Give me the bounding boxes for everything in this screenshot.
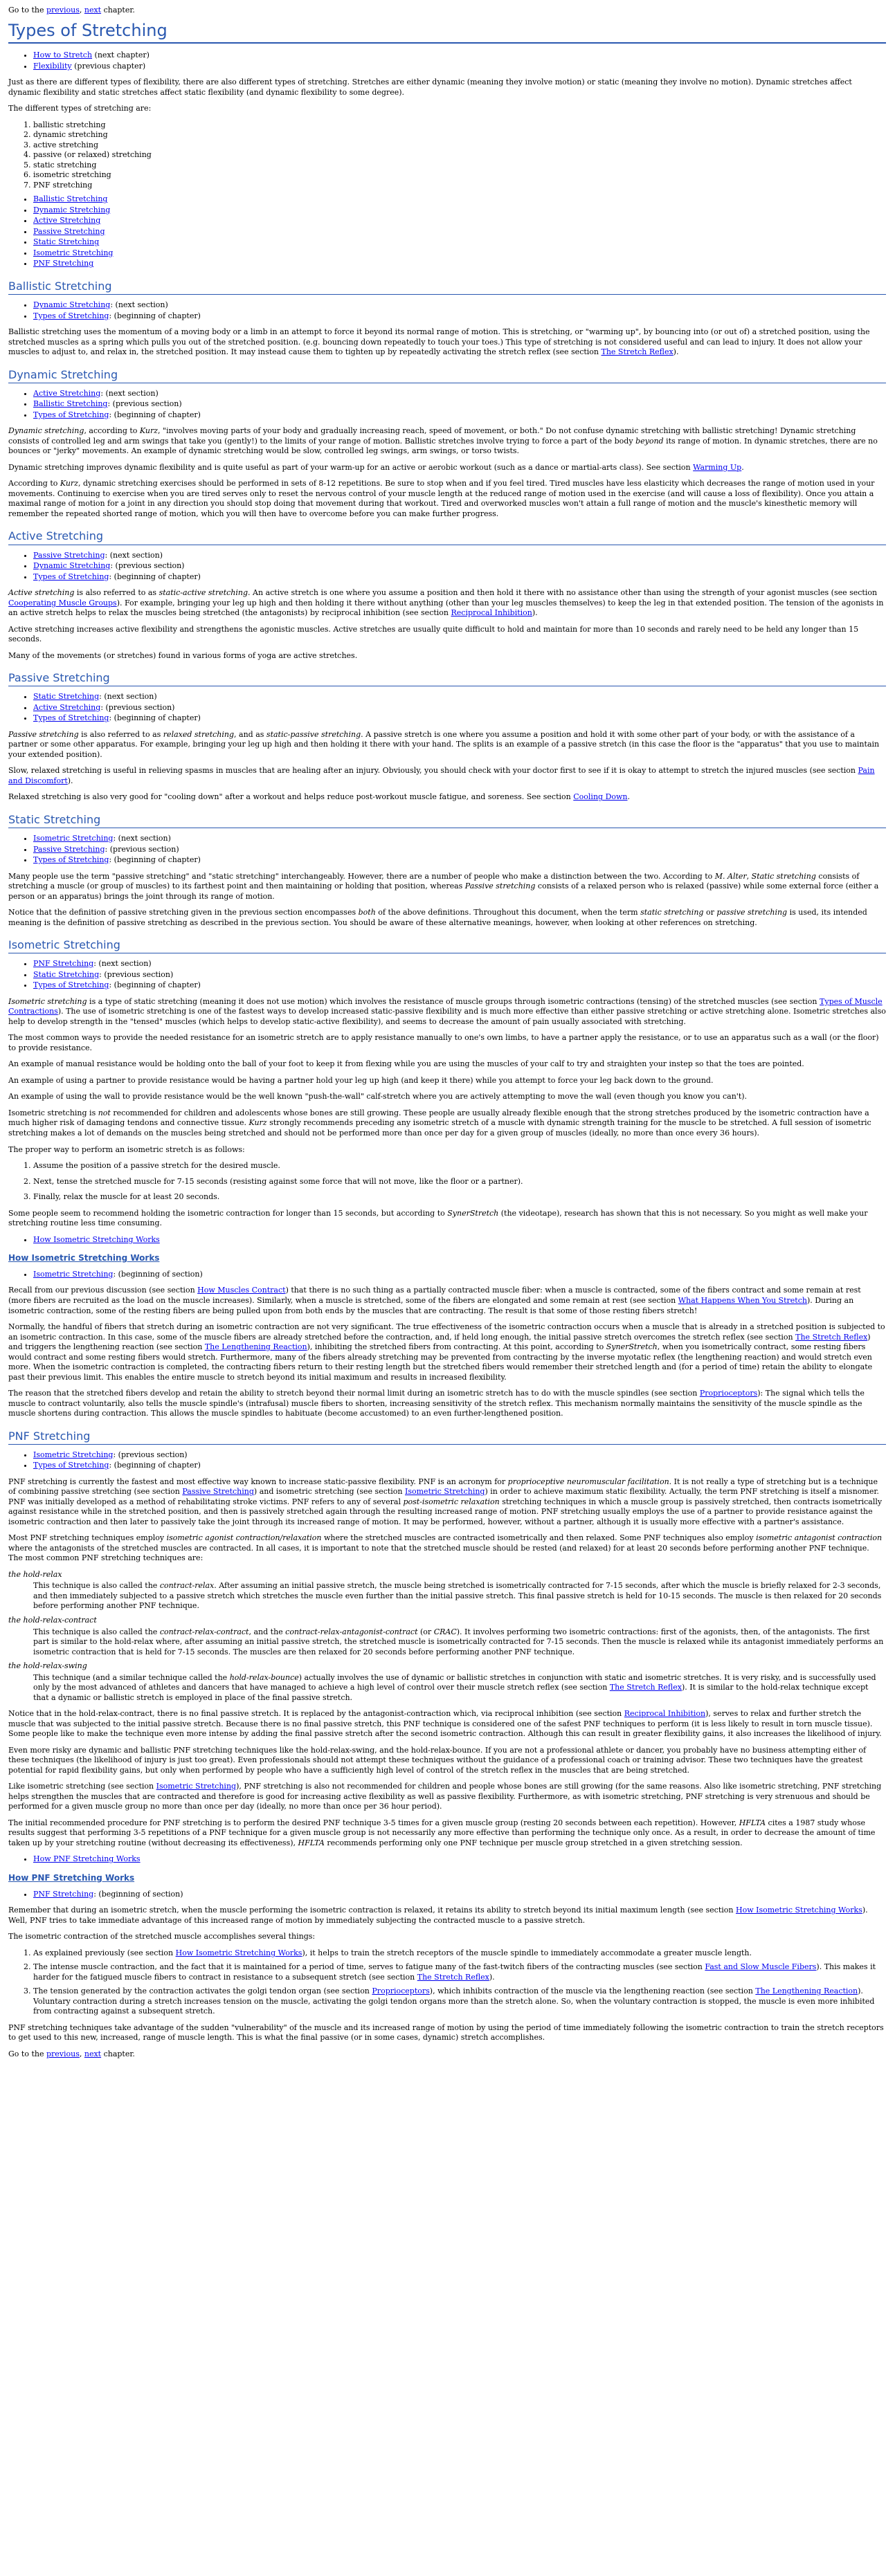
subsection-heading-how-pnf: How PNF Stretching Works (8, 1872, 135, 1883)
section-link-isometric[interactable]: Isometric Stretching (33, 248, 114, 257)
nav-link[interactable]: Isometric Stretching (33, 834, 114, 843)
list-item: 6. isometric stretching (33, 170, 886, 181)
inline-link[interactable]: The Stretch Reflex (417, 1972, 489, 1982)
paragraph: Like isometric stretching (see section Isometric Stretching), PNF stretching is also not recommended for children and people whose bones are still growing (for the same reasons. Also like isometric stretching, PNF stretching helps strengthen the muscles that are contracted and therefore is good for increasing active flexibility as well as passive flexibility. Furthermore, as with isometric stretching, PNF stretching is very strenuous and should be performed for a given muscle group no more than once per day (ideally, no more than once per 36 hour period). (8, 1782, 882, 1811)
subsection-link-how-isometric[interactable]: How Isometric Stretching Works (33, 1234, 160, 1244)
section-nav: • Active Stretching: (next section) • Ballistic Stretching: (previous section) • Types of Stretching: (beginning of chapter) (8, 389, 886, 421)
inline-link[interactable]: Cooling Down (573, 792, 628, 802)
list-item: 3. The tension generated by the contraction activates the golgi tendon organ (see section Proprioceptors), which inhibits contraction of the muscle via the lengthening reaction (see section The Lengthening Reaction). Voluntary contraction during a stretch increases tension on the muscle, activating the golgi tendon organs more than the stretch alone. So, when the voluntary contraction is stopped, the muscle is even more inhibited from contracting against a subsequent stretch. (33, 1986, 886, 2017)
paragraph: Notice that the definition of passive stretching given in the previous section encompasses both of the above definitions. Throughout this document, when the term static stretching or passive stretching is used, its intended meaning is the definition of passive stretching as described in the previous section. You should be aware of these alternative meanings, however, when looking at other references on stretching. (8, 908, 867, 927)
paragraph: Recall from our previous discussion (see section How Muscles Contract) that there is no such thing as a partially contracted muscle fiber: when a muscle is contracted, some of the fibers contract and some remain at rest (more fibers are recruited as the load on the muscle increases). Similarly, when a muscle is stretched, some of the fibers are elongated and some remain at rest (see section What Happens When You Stretch). During an isometric contraction, some of the resting fibers are being pulled upon from both ends by the muscles that are contracting. The result is that some of those resting fibers stretch! (8, 1286, 861, 1315)
list-item: 2. dynamic stretching (33, 130, 886, 140)
nav-link[interactable]: Dynamic Stretching (33, 561, 111, 571)
inline-link[interactable]: Warming Up (693, 462, 742, 472)
next-chapter-link[interactable]: next (84, 6, 102, 15)
paragraph: Notice that in the hold-relax-contract, there is no final passive stretch. It is replaced by the antagonist-contraction which, via reciprocal inhibition (see section Reciprocal Inhibition), serves to relax and further stretch the muscle that was subjected to the initial passive stretch. Because there is no final passive stretch, this PNF technique is considered one of the safest PNF techniques to perform (it is less likely to result in torn muscle tissue). Some people like to make the technique even more intense by adding the final passive stretch after the second isometric contraction. Although this can result in greater flexibility gains, it also increases the likelihood of injury. (8, 1709, 882, 1739)
paragraph: The proper way to perform an isometric stretch is as follows: (8, 1144, 245, 1154)
paragraph: The initial recommended procedure for PNF stretching is to perform the desired PNF technique 3-5 times for a given muscle group (resting 20 seconds between each repetition). However, HFLTA cites a 1987 study whose results suggest that performing 3-5 repetitions of a PNF technique for a given muscle group is not necessarily any more effective than performing the technique only once. As a result, in order to decrease the amount of time taken up by your stretching routine (without decreasing its effectiveness), HFLTA recommends performing only one PNF technique per muscle group stretched in a given stretching session. (8, 1818, 876, 1847)
paragraph: Active stretching is also referred to as static-active stretching. An active stretch is one where you assume a position and then hold it there with no assistance other than using the strength of your agonist muscles (see section Cooperating Muscle Groups). For example, bringing your leg up high and then holding it there without anything (other than your leg muscles themselves) to keep the leg in that extended position. The tension of the agonists in an active stretch helps to relax the muscles being stretched (the antagonists) by reciprocal inhibition (see section Reciprocal Inhibition). (8, 588, 884, 618)
paragraph: An example of using the wall to provide resistance would be the well known "push-the-wall" calf-stretch where you are actively attempting to move the wall (even though you know you can't). (8, 1092, 748, 1102)
intro-paragraph: Just as there are different types of flexibility, there are also different types of stretching. Stretches are either dynamic (meaning they involve motion) or static (meaning they involve no motion). Dynamic stretches affect dynamic flexibility and static stretches affect static flexibility (and dynamic flexibility to some degree). (8, 77, 852, 97)
previous-chapter-link[interactable]: previous (46, 2049, 80, 2058)
nav-link[interactable]: Active Stretching (33, 702, 101, 712)
section-nav: • Isometric Stretching: (beginning of section) (8, 1270, 886, 1280)
paragraph: An example of using a partner to provide resistance would be having a partner hold your leg up high (and keep it there) while you attempt to force your leg back down to the ground. (8, 1075, 714, 1085)
list-item: 3. Finally, relax the muscle for at least 20 seconds. (33, 1192, 886, 1203)
subsection-toc (8, 1235, 886, 1245)
toc-item: • Flexibility (previous chapter) (33, 62, 886, 72)
paragraph: Many people use the term "passive stretching" and "static stretching" interchangeably. However, there are a number of people who make a distinction between the two. According to M. Alter, Static stretching consists of stretching a muscle (or group of muscles) to its farthest point and then maintaining or holding that position, whereas Passive stretching consists of a relaxed person who is relaxed (passive) while some external force (either a person or an apparatus) brings the joint through its range of motion. (8, 871, 879, 901)
paragraph: PNF stretching is currently the fastest and most effective way known to increase static-passive flexibility. PNF is an acronym for proprioceptive neuromuscular facilitation. It is not really a type of stretching but is a technique of combining passive stretching (see section Passive Stretching) and isometric stretching (see section Isometric Stretching) in order to achieve maximum static flexibility. Actually, the term PNF stretching is itself a misnomer. PNF was initially developed as a method of rehabilitating stroke victims. PNF refers to any of several post-isometric relaxation stretching techniques in which a muscle group is passively stretched, then contracts isometrically against resistance while in the stretched position, and then is passively stretched again through the resulting increased range of motion. PNF stretching usually employs the use of a partner to provide resistance against the isometric contraction and then later to passively take the joint through its increased range of motion. It may be performed, however, without a partner, although it is usually more effective with a partner's assistance. (8, 1477, 883, 1526)
nav-link[interactable]: Static Stretching (33, 969, 100, 979)
chapter-toc (8, 51, 886, 71)
section-heading-pnf: PNF Stretching (8, 1429, 886, 1445)
nav-link[interactable]: PNF Stretching (33, 959, 94, 969)
section-nav: • Passive Stretching: (next section) • Dynamic Stretching: (previous section) • Types of Stretching: (beginning of chapter) (8, 551, 886, 583)
inline-link[interactable]: Reciprocal Inhibition (624, 1709, 706, 1719)
section-nav: • PNF Stretching: (next section) • Static Stretching: (previous section) • Types of Stretching: (beginning of chapter) (8, 959, 886, 991)
paragraph: According to Kurz, dynamic stretching exercises should be performed in sets of 8-12 repetitions. Be sure to stop when and if you feel tired. Tired muscles have less elasticity which decreases the range of motion used in your movements. Continuing to exercise when you are tired serves only to reset the nervous control of your muscle length at the reduced range of motion used in the exercise (and will cause a loss of flexibility). Once you attain a maximal range of motion for a joint in any direction you should stop doing that movement during that workout. Tired and overworked muscles won't attain a full range of motion and the muscle's kinesthetic memory will remember the repeated shorted range of motion, which you will then have to overcome before you can make further progress. (8, 479, 875, 518)
paragraph: Dynamic stretching improves dynamic flexibility and is quite useful as part of your warm-up for an active or aerobic workout (such as a dance or martial-arts class). See section Warming Up. (8, 462, 744, 472)
nav-link[interactable]: Types of Stretching (33, 980, 109, 990)
paragraph: Slow, relaxed stretching is useful in relieving spasms in muscles that are healing after an injury. Obviously, you should check with your doctor first to see if it is okay to attempt to stretch the injured muscles (see section Pain and Discomfort). (8, 766, 875, 785)
section-heading-isometric: Isometric Stretching (8, 938, 886, 953)
inline-link[interactable]: The Stretch Reflex (609, 1683, 682, 1692)
section-nav: • Static Stretching: (next section) • Active Stretching: (previous section) • Types of Stretching: (beginning of chapter) (8, 692, 886, 724)
paragraph: The reason that the stretched fibers develop and retain the ability to stretch beyond their normal limit during an isometric stretch has to do with the muscle spindles (see section Proprioceptors): The signal which tells the muscle to contract voluntarily, also tells the muscle spindle's (intrafusal) muscle fibers to shorten, increasing sensitivity of the stretch reflex. This mechanism normally maintains the sensitivity of the muscle spindle as the muscle shortens during contraction. This allows the muscle spindles to habituate (become accustomed) to an even further-lengthened position. (8, 1389, 865, 1418)
section-link-ballistic[interactable]: Ballistic Stretching (33, 194, 108, 204)
nav-link[interactable]: Active Stretching (33, 388, 101, 398)
list-item: 3. active stretching (33, 140, 886, 151)
inline-link[interactable]: Reciprocal Inhibition (451, 608, 532, 618)
types-intro: The different types of stretching are: (8, 104, 152, 113)
definition-body: This technique is also called the contract-relax-contract, and the contract-relax-antagonist-contract (or CRAC). It involves performing two isometric contractions: first of the agonists, then, of the antagonists. The first part is similar to the hold-relax where, after assuming an initial passive stretch, the stretched muscle is isometrically contracted for 7-15 seconds. Then the muscle is relaxed while its antagonist immediately performs an isometric contraction that is held for 7-15 seconds. The muscles are then relaxed for 20 seconds before performing another PNF technique. (33, 1627, 884, 1656)
paragraph: Ballistic stretching uses the momentum of a moving body or a limb in an attempt to force it beyond its normal range of motion. This is stretching, or "warming up", by bouncing into (or out of) a stretched position, using the stretched muscles as a spring which pulls you out of the stretched position. (e.g. bouncing down repeatedly to touch your toes.) This type of stretching is not considered useful and can lead to injury. It does not allow your muscles to adjust to, and relax in, the stretched position. It may instead cause them to tighten up by repeatedly activating the stretch reflex (see section The Stretch Reflex). (8, 327, 870, 357)
list-item: 2. Next, tense the stretched muscle for 7-15 seconds (resisting against some force that will not move, like the floor or a partner). (33, 1177, 886, 1187)
nav-prefix: Go to the (8, 6, 46, 15)
inline-link[interactable]: Isometric Stretching (405, 1487, 485, 1497)
paragraph: Isometric stretching is not recommended for children and adolescents whose bones are still growing. These people are usually already flexible enough that the strong stretches produced by the isometric contraction have a much higher risk of damaging tendons and connective tissue. Kurz strongly recommends preceding any isometric stretch of a muscle with dynamic strength training for the muscle to be stretched. A full session of isometric stretching makes a lot of demands on the muscles being stretched and should not be performed more than once per day for a given group of muscles (ideally, no more than once every 36 hours). (8, 1108, 871, 1138)
paragraph: Relaxed stretching is also very good for "cooling down" after a workout and helps reduce post-workout muscle fatigue, and soreness. See section Cooling Down. (8, 792, 631, 802)
toc-link-flexibility[interactable]: Flexibility (33, 61, 72, 71)
inline-link[interactable]: How Isometric Stretching Works (735, 1906, 862, 1915)
subsection-toc (8, 1854, 886, 1865)
inline-link[interactable]: How Isometric Stretching Works (175, 1948, 302, 1957)
toc-item: • How to Stretch (next chapter) (33, 51, 886, 61)
previous-chapter-link[interactable]: previous (46, 6, 80, 15)
definition-body: This technique (and a similar technique called the hold-relax-bounce) actually involves the use of dynamic or ballistic stretches in conjunction with static and isometric stretches. It is very risky, and is successfully used only by the most advanced of athletes and dancers that have managed to achieve a high level of control over their muscle stretch reflex (see section The Stretch Reflex). It is similar to the hold-relax technique except that a dynamic or ballistic stretch is employed in place of the final passive stretch. (33, 1672, 876, 1702)
inline-link[interactable]: The Lengthening Reaction (204, 1342, 307, 1352)
paragraph: An example of manual resistance would be holding onto the ball of your foot to keep it from flexing while you are using the muscles of your calf to try and straighten your instep so that the toes are pointed. (8, 1059, 804, 1069)
section-link-static[interactable]: Static Stretching (33, 237, 100, 247)
section-heading-static: Static Stretching (8, 812, 886, 828)
sections-toc (8, 194, 886, 269)
section-nav: • PNF Stretching: (beginning of section) (8, 1890, 886, 1900)
definition-term: the hold-relax-contract (8, 1615, 97, 1625)
types-list (8, 120, 886, 191)
list-item: 2. The intense muscle contraction, and the fact that it is maintained for a period of time, serves to fatigue many of the fast-twitch fibers of the contracting muscles (see section Fast and Slow Muscle Fibers). This makes it harder for the fatigued muscle fibers to contract in resistance to a subsequent stretch (see section The Stretch Reflex). (33, 1962, 886, 1982)
nav-link[interactable]: Types of Stretching (33, 410, 109, 419)
paragraph: Many of the movements (or stretches) found in various forms of yoga are active stretches. (8, 650, 358, 660)
paragraph: Remember that during an isometric stretch, when the muscle performing the isometric contraction is relaxed, it retains its ability to stretch beyond its initial maximum length (see section How Isometric Stretching Works). Well, PNF tries to take immediate advantage of this increased range of motion by immediately subjecting the contracted muscle to a passive stretch. (8, 1906, 868, 1925)
nav-link[interactable]: Types of Stretching (33, 311, 109, 320)
inline-link[interactable]: How Muscles Contract (197, 1286, 286, 1295)
paragraph: The most common ways to provide the needed resistance for an isometric stretch are to apply resistance manually to one's own limbs, to have a partner apply the resistance, or to use an apparatus such as a wall (or the floor) to provide resistance. (8, 1033, 879, 1052)
subsection-link-how-pnf[interactable]: How PNF Stretching Works (33, 1854, 141, 1864)
paragraph: Dynamic stretching, according to Kurz, "involves moving parts of your body and gradually increasing reach, speed of movement, or both." Do not confuse dynamic stretching with ballistic stretching! Dynamic stretching consists of controlled leg and arm swings that take you (gently!) to the limits of your range of motion. Ballistic stretches involve trying to force a part of the body beyond its range of motion. In dynamic stretches, there are no bounces or "jerky" movements. An example of dynamic stretching would be slow, controlled leg swings, arm swings, or torso twists. (8, 426, 878, 456)
inline-link[interactable]: The Lengthening Reaction (755, 1986, 858, 1996)
list-item: 4. passive (or relaxed) stretching (33, 150, 886, 161)
nav-link[interactable]: Passive Stretching (33, 844, 105, 854)
paragraph: Active stretching increases active flexibility and strengthens the agonistic muscles. Active stretches are usually quite difficult to hold and maintain for more than 10 seconds and rarely need to be held any longer than 15 seconds. (8, 624, 859, 644)
paragraph: Isometric stretching is a type of static stretching (meaning it does not use motion) which involves the resistance of muscle groups through isometric contractions (tensing) of the stretched muscles (see section Types of Muscle Contractions). The use of isometric stretching is one of the fastest ways to develop increased static-passive flexibility and is much more effective than either passive stretching or active stretching alone. Isometric stretches also help to develop strength in the "tensed" muscles (which helps to develop static-active flexibility), and seems to decrease the amount of pain usually associated with stretching. (8, 996, 886, 1026)
list-item: 1. ballistic stretching (33, 120, 886, 131)
inline-link[interactable]: Passive Stretching (182, 1487, 254, 1497)
section-nav: • Isometric Stretching: (previous section) • Types of Stretching: (beginning of chapter) (8, 1450, 886, 1471)
nav-link[interactable]: PNF Stretching (33, 1889, 94, 1899)
nav-link[interactable]: Isometric Stretching (33, 1269, 114, 1279)
inline-link[interactable]: Proprioceptors (372, 1986, 430, 1996)
inline-link[interactable]: Cooperating Muscle Groups (8, 598, 117, 608)
definition-term: the hold-relax (8, 1569, 62, 1579)
inline-link[interactable]: What Happens When You Stretch (678, 1295, 807, 1305)
section-link-active[interactable]: Active Stretching (33, 216, 101, 226)
nav-link[interactable]: Isometric Stretching (33, 1450, 114, 1459)
paragraph: Most PNF stretching techniques employ isometric agonist contraction/relaxation where the stretched muscles are contracted isometrically and then relaxed. Some PNF techniques also employ isometric antagonist contraction where the antagonists of the stretched muscles are contracted. In all cases, it is important to note that the stretched muscle should be rested (and relaxed) for at least 20 seconds before performing another PNF technique. The most common PNF stretching techniques are: (8, 1533, 883, 1563)
section-link-passive[interactable]: Passive Stretching (33, 226, 105, 236)
inline-link[interactable]: Pain and Discomfort (8, 766, 875, 785)
inline-link[interactable]: Proprioceptors (699, 1389, 758, 1398)
nav-link[interactable]: Types of Stretching (33, 855, 109, 865)
toc-link-how-to-stretch[interactable]: How to Stretch (33, 51, 93, 60)
top-chapter-nav: Go to the previous, next chapter. (8, 6, 135, 15)
paragraph: The isometric contraction of the stretched muscle accomplishes several things: (8, 1932, 316, 1942)
nav-link[interactable]: Ballistic Stretching (33, 399, 108, 409)
isometric-steps-list (8, 1161, 886, 1203)
next-chapter-link[interactable]: next (84, 2049, 102, 2058)
paragraph: Passive stretching is also referred to as relaxed stretching, and as static-passive stretching. A passive stretch is one where you assume a position and hold it with some other part of your body, or with the assistance of a partner or some other apparatus. For example, bringing your leg up high and then holding it there with your hand. The splits is an example of a passive stretch (in this case the floor is the "apparatus" that you use to maintain your extended position). (8, 729, 880, 759)
paragraph: Normally, the handful of fibers that stretch during an isometric contraction are not very significant. The true effectiveness of the isometric contraction occurs when a muscle that is already in a stretched position is subjected to an isometric contraction. In this case, some of the muscle fibers are already stretched before the contraction, and, if held long enough, the initial passive stretch overcomes the stretch reflex (see section The Stretch Reflex) and triggers the lengthening reaction (see section The Lengthening Reaction), inhibiting the stretched fibers from contracting. At this point, according to SynerStretch, when you isometrically contract, some resting fibers would contract and some resting fibers would stretch. Furthermore, many of the fibers already stretching may be prevented from contracting by the inverse myotatic reflex (the lengthening reaction) and would stretch even more. When the isometric contraction is completed, the contracting fibers return to their resting length but the stretched fibers would remember their stretched length and (for a period of time) retain the ability to elongate past their previous limit. This enables the entire muscle to stretch beyond its initial maximum and results in increased flexibility. (8, 1322, 885, 1382)
section-nav: • Dynamic Stretching: (next section) • Types of Stretching: (beginning of chapter) (8, 300, 886, 321)
nav-link[interactable]: Types of Stretching (33, 572, 109, 581)
bottom-chapter-nav: Go to the previous, next chapter. (8, 2049, 135, 2058)
list-item: 5. static stretching (33, 161, 886, 171)
pnf-techniques-list (8, 1570, 886, 1703)
definition-body: This technique is also called the contract-relax. After assuming an initial passive stretch, the muscle being stretched is isometrically contracted for 7-15 seconds, after which the muscle is briefly relaxed for 2-3 seconds, and then immediately subjected to a passive stretch which stretches the muscle even further than the initial passive stretch. This final passive stretch is held for 10-15 seconds. The muscle is then relaxed for 20 seconds before performing another PNF technique. (33, 1581, 882, 1611)
nav-link[interactable]: Passive Stretching (33, 550, 105, 560)
paragraph: Even more risky are dynamic and ballistic PNF stretching techniques like the hold-relax-swing, and the hold-relax-bounce. If you are not a professional athlete or dancer, you probably have no business attempting either of these techniques (the likelihood of injury is just too great). Even professionals should not attempt these techniques without the guidance of a professional coach or training advisor. These two techniques have the greatest potential for rapid flexibility gains, but only when performed by people who have a sufficiently high level of control of the stretch reflex in the muscles that are being stretched. (8, 1745, 867, 1775)
page-title: Types of Stretching (8, 20, 886, 44)
paragraph: PNF stretching techniques take advantage of the sudden "vulnerability" of the muscle and its increased range of motion by using the period of time immediately following the isometric contraction to train the stretch receptors to get used to this new, increased, range of muscle length. This is what the final passive (or in some cases, dynamic) stretch accomplishes. (8, 2022, 884, 2043)
nav-link[interactable]: Types of Stretching (33, 1461, 109, 1470)
section-link-dynamic[interactable]: Dynamic Stretching (33, 205, 111, 214)
inline-link[interactable]: Fast and Slow Muscle Fibers (705, 1962, 817, 1972)
pnf-effects-list (8, 1948, 886, 2017)
list-item: 1. As explained previously (see section How Isometric Stretching Works), it helps to train the stretch receptors of the muscle spindle to immediately accommodate a greater muscle length. (33, 1948, 886, 1959)
section-nav: • Isometric Stretching: (next section) • Passive Stretching: (previous section) • Types of Stretching: (beginning of chapter) (8, 834, 886, 866)
paragraph: Some people seem to recommend holding the isometric contraction for longer than 15 seconds, but according to SynerStretch (the videotape), research has shown that this is not necessary. So you might as well make your stretching routine less time consuming. (8, 1208, 868, 1228)
section-heading-passive: Passive Stretching (8, 670, 886, 686)
subsection-heading-how-isometric: How Isometric Stretching Works (8, 1253, 160, 1263)
nav-link[interactable]: Dynamic Stretching (33, 300, 111, 310)
section-link-pnf[interactable]: PNF Stretching (33, 259, 94, 268)
section-heading-ballistic: Ballistic Stretching (8, 279, 886, 295)
section-heading-dynamic: Dynamic Stretching (8, 367, 886, 383)
inline-link[interactable]: Types of Muscle Contractions (8, 996, 883, 1016)
nav-link[interactable]: Static Stretching (33, 692, 100, 702)
inline-link[interactable]: Isometric Stretching (156, 1782, 237, 1791)
inline-link[interactable]: The Stretch Reflex (795, 1332, 868, 1342)
list-item: 7. PNF stretching (33, 181, 886, 191)
nav-link[interactable]: Types of Stretching (33, 713, 109, 723)
definition-term: the hold-relax-swing (8, 1661, 87, 1671)
section-heading-active: Active Stretching (8, 529, 886, 545)
list-item: 1. Assume the position of a passive stretch for the desired muscle. (33, 1161, 886, 1171)
inline-link[interactable]: The Stretch Reflex (601, 347, 673, 357)
